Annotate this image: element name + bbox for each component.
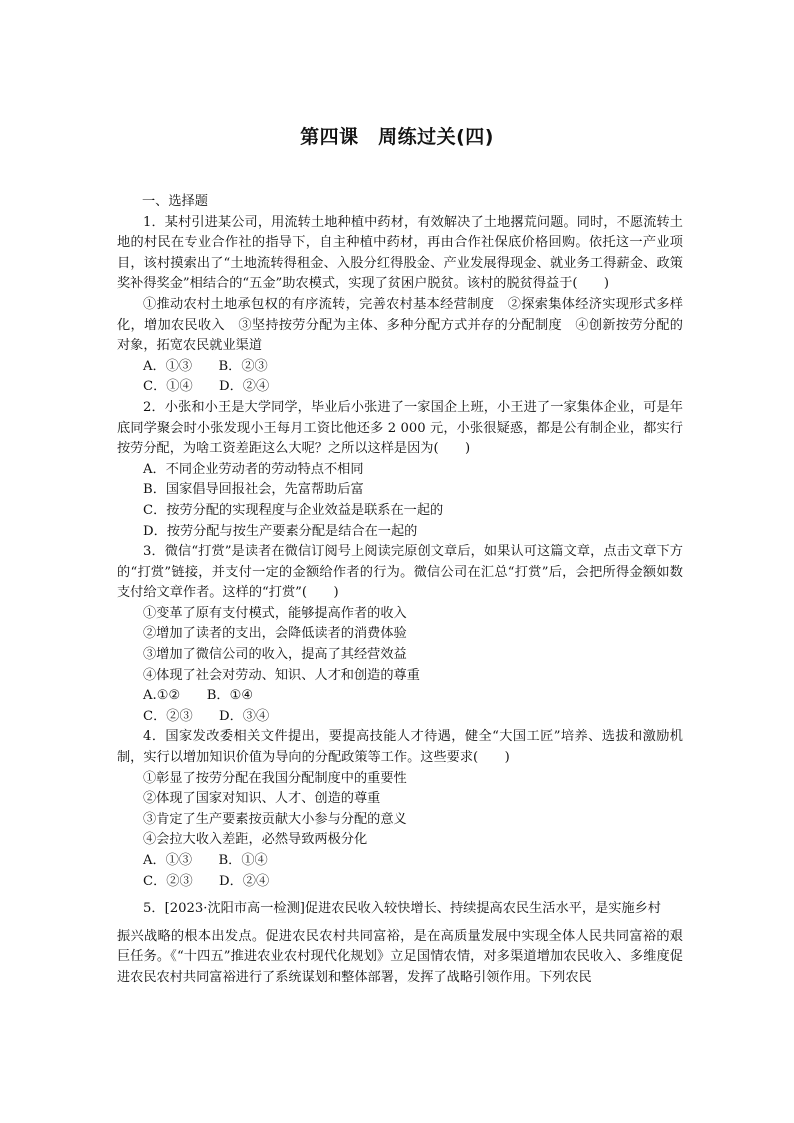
page-title: 第四课 周练过关(四) <box>300 126 494 148</box>
question-statement: ④体现了社会对劳动、知识、人才和创造的尊重 <box>143 667 420 683</box>
question-statement: ②增加了读者的支出，会降低读者的消费体验 <box>143 626 407 642</box>
question-stem-line-1: 5．[2023·沈阳市高一检测]促进农民收入较快增长、持续提高农民生活水平，是实施乡村 <box>143 901 661 917</box>
question-stem-continued: 振兴战略的根本出发点。促进农民农村共同富裕，是在高质量发展中实现全体人民共同富裕的艰巨任务。《“十四五”推进农业农村现代化规划》立足国情农情，对多渠道增加农民收入、多维度促进农民农村共同富裕进行了系统谋划和整体部署，发挥了战略引领作用。下列农民 <box>117 928 683 985</box>
answer-option: D．按劳分配与按生产要素分配是结合在一起的 <box>143 523 418 539</box>
question-statement: ③肯定了生产要素按贡献大小参与分配的意义 <box>143 811 407 827</box>
question-stem: 1．某村引进某公司，用流转土地种植中药材，有效解决了土地撂荒问题。同时，不愿流转土地的村民在专业合作社的指导下，自主种植中药材，再由合作社保底价格回购。依托这一产业项目，该村摸索出了“土地流转得租金、入股分红得股金、产业发展得现金、就业务工得薪金、政策奖补得奖金”相结合的“五金”助农模式，实现了贫困户脱贫。该村的脱贫得益于( ) <box>117 214 683 292</box>
question-2 <box>117 398 683 542</box>
question-statement: ②体现了国家对知识、人才、创造的尊重 <box>143 791 381 807</box>
document-body <box>117 192 683 989</box>
question-statement: ①彰显了按劳分配在我国分配制度中的重要性 <box>143 770 407 786</box>
question-statement: ④会拉大收入差距，必然导致两极分化 <box>143 832 368 848</box>
question-stem: 4．国家发改委相关文件提出，要提高技能人才待遇，健全“大国工匠”培养、选拔和激励机制，实行以增加知识价值为导向的分配政策等工作。这些要求( ) <box>117 729 683 766</box>
question-statement: ③增加了微信公司的收入，提高了其经营效益 <box>143 647 407 663</box>
answer-option: A．不同企业劳动者的劳动特点不相同 <box>143 461 364 477</box>
question-stem: 2．小张和小王是大学同学，毕业后小张进了一家国企上班，小王进了一家集体企业，可是年底同学聚会时小张发现小王每月工资比他还多 2 000 元，小张很疑惑，都是公有制企业，都实行按劳分配，为啥工资差距这么大呢？之所以这样是因为( ) <box>117 399 683 457</box>
section-heading: 一、选择题 <box>142 194 208 209</box>
answer-options: A．①③ B．①④ <box>143 853 268 868</box>
question-statements: ①推动农村土地承包权的有序流转，完善农村基本经营制度 ②探索集体经济实现形式多样化，增加农民收入 ③坚持按劳分配为主体、多种分配方式并存的分配制度 ④创新按劳分配的对象，拓宽农民就业渠道 <box>117 296 683 354</box>
question-statement: ①变革了原有支付模式，能够提高作者的收入 <box>143 605 407 621</box>
question-5 <box>117 892 683 988</box>
answer-options: A．①③ B．②③ <box>143 358 268 374</box>
answer-option: B．国家倡导回报社会，先富帮助后富 <box>143 482 364 498</box>
answer-option: C．按劳分配的实现程度与企业效益是联系在一起的 <box>143 502 444 518</box>
answer-options: C．②③ D．②④ <box>143 873 270 889</box>
question-1 <box>117 213 683 398</box>
question-3 <box>117 542 683 727</box>
answer-options: C．②③ D．③④ <box>143 708 270 724</box>
answer-options: C．①④ D．②④ <box>143 379 270 395</box>
question-4 <box>117 727 683 892</box>
question-stem: 3．微信“打赏”是读者在微信订阅号上阅读完原创文章后，如果认可这篇文章，点击文章下方的“打赏”链接，并支付一定的金额给作者的行为。微信公司在汇总“打赏”后，会把所得金额如数支付给文章作者。这样的“打赏”( ) <box>117 544 683 601</box>
answer-options: A.①② B．①④ <box>143 688 254 704</box>
